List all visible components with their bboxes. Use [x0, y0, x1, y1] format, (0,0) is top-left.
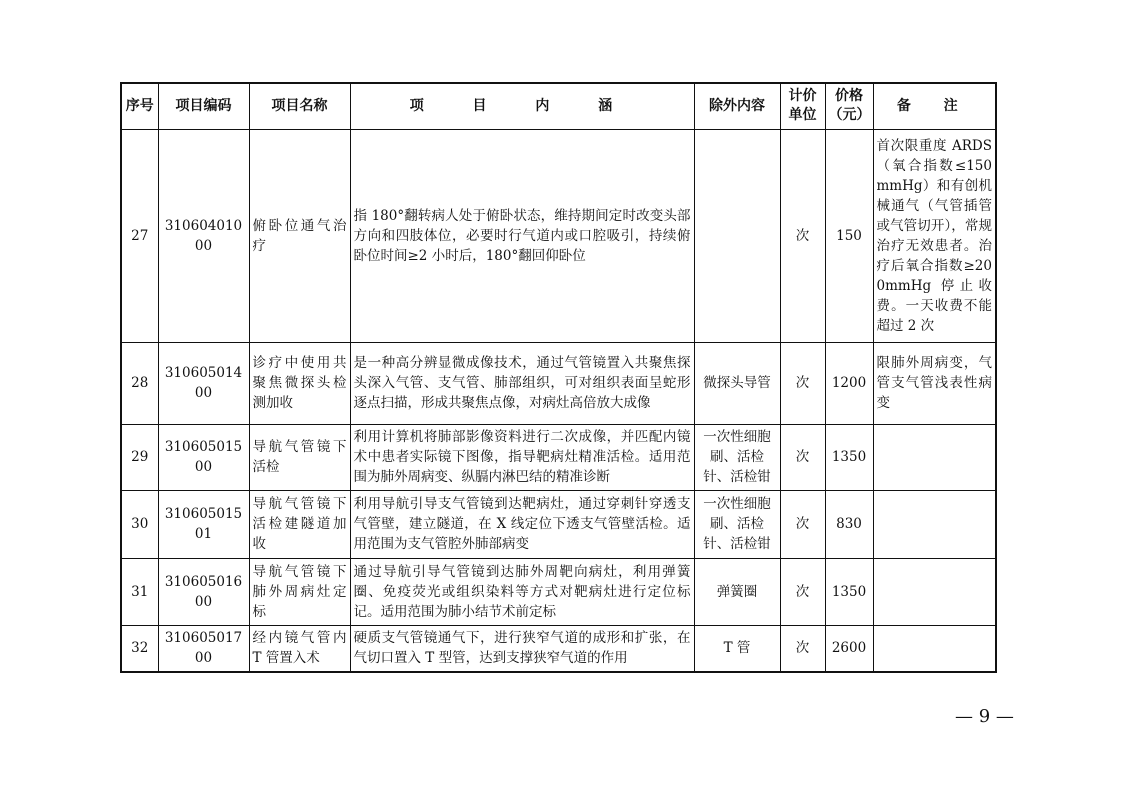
- cell-content: 是一种高分辨显微成像技术，通过气管镜置入共聚焦探头深入气管、支气管、肺部组织，可对组织表面呈蛇形逐点扫描，形成共聚焦点像，对病灶高倍放大成像: [350, 342, 694, 424]
- cell-unit: 次: [780, 490, 825, 558]
- cell-name: 导航气管镜下肺外周病灶定标: [249, 558, 350, 625]
- cell-price: 1350: [825, 558, 873, 625]
- header-seq: 序号: [121, 83, 158, 129]
- cell-name: 经内镜气管内 T 管置入术: [249, 625, 350, 672]
- cell-code: 31060401000: [158, 129, 249, 342]
- cell-code: 31060501700: [158, 625, 249, 672]
- cell-name: 俯卧位通气治疗: [249, 129, 350, 342]
- header-name: 项目名称: [249, 83, 350, 129]
- table-row: [121, 625, 996, 672]
- cell-seq: 29: [121, 424, 158, 490]
- header-price: [825, 83, 873, 129]
- header-unit-line1: 计价: [788, 88, 817, 105]
- cell-notes: [873, 558, 996, 625]
- cell-seq: 28: [121, 342, 158, 424]
- cell-name: 诊疗中使用共聚焦微探头检测加收: [249, 342, 350, 424]
- cell-name: 导航气管镜下活检建隧道加收: [249, 490, 350, 558]
- page-number: — 9 —: [955, 706, 1014, 727]
- header-price-line2: （元）: [828, 107, 871, 124]
- cell-price: 830: [825, 490, 873, 558]
- cell-seq: 31: [121, 558, 158, 625]
- cell-excluded: 微探头导管: [694, 342, 780, 424]
- cell-excluded: 一次性细胞刷、活检针、活检钳: [694, 490, 780, 558]
- cell-excluded: 弹簧圈: [694, 558, 780, 625]
- cell-unit: 次: [780, 342, 825, 424]
- cell-price: 2600: [825, 625, 873, 672]
- table-row: [121, 558, 996, 625]
- header-code: 项目编码: [158, 83, 249, 129]
- cell-unit: 次: [780, 625, 825, 672]
- cell-code: 31060501500: [158, 424, 249, 490]
- header-unit-line2: 单位: [788, 107, 817, 124]
- cell-code: 31060501400: [158, 342, 249, 424]
- table-row: [121, 424, 996, 490]
- table-row: [121, 342, 996, 424]
- cell-notes: [873, 424, 996, 490]
- cell-excluded: 一次性细胞刷、活检针、活检钳: [694, 424, 780, 490]
- cell-notes: 限肺外周病变，气管支气管浅表性病变: [873, 342, 996, 424]
- cell-content: 利用导航引导支气管镜到达靶病灶，通过穿刺针穿透支气管壁，建立隧道，在 X 线定位下透支气管壁活检。适用范围为支气管腔外肺部病变: [350, 490, 694, 558]
- cell-seq: 30: [121, 490, 158, 558]
- cell-price: 1200: [825, 342, 873, 424]
- cell-unit: 次: [780, 129, 825, 342]
- table-row: [121, 129, 996, 342]
- cell-content: 利用计算机将肺部影像资料进行二次成像，并匹配内镜术中患者实际镜下图像，指导靶病灶精准活检。适用范围为肺外周病变、纵膈内淋巴结的精准诊断: [350, 424, 694, 490]
- cell-excluded: [694, 129, 780, 342]
- header-notes: 备 注: [873, 83, 996, 129]
- cell-code: 31060501501: [158, 490, 249, 558]
- price-table: [120, 82, 997, 673]
- cell-code: 31060501600: [158, 558, 249, 625]
- cell-notes: 首次限重度 ARDS（氧合指数≤150mmHg）和有创机械通气（气管插管或气管切开），常规治疗无效患者。治疗后氧合指数≥200mmHg 停止收费。一天收费不能超过 2 次: [873, 129, 996, 342]
- cell-excluded: T 管: [694, 625, 780, 672]
- cell-content: 指 180°翻转病人处于俯卧状态，维持期间定时改变头部方向和四肢体位，必要时行气道内或口腔吸引，持续俯卧位时间≥2 小时后，180°翻回仰卧位: [350, 129, 694, 342]
- cell-seq: 32: [121, 625, 158, 672]
- cell-price: 150: [825, 129, 873, 342]
- cell-unit: 次: [780, 558, 825, 625]
- header-row: [121, 83, 996, 129]
- header-price-line1: 价格: [835, 88, 863, 105]
- cell-notes: [873, 490, 996, 558]
- table-row: [121, 490, 996, 558]
- cell-content: 硬质支气管镜通气下，进行狭窄气道的成形和扩张，在气切口置入 T 型管，达到支撑狭窄气道的作用: [350, 625, 694, 672]
- cell-name: 导航气管镜下活检: [249, 424, 350, 490]
- header-content: 项 目 内 涵: [350, 83, 694, 129]
- cell-seq: 27: [121, 129, 158, 342]
- cell-notes: [873, 625, 996, 672]
- cell-price: 1350: [825, 424, 873, 490]
- cell-unit: 次: [780, 424, 825, 490]
- header-excluded: 除外内容: [694, 83, 780, 129]
- cell-content: 通过导航引导气管镜到达肺外周靶向病灶，利用弹簧圈、免疫荧光或组织染料等方式对靶病灶进行定位标记。适用范围为肺小结节术前定标: [350, 558, 694, 625]
- header-unit: [780, 83, 825, 129]
